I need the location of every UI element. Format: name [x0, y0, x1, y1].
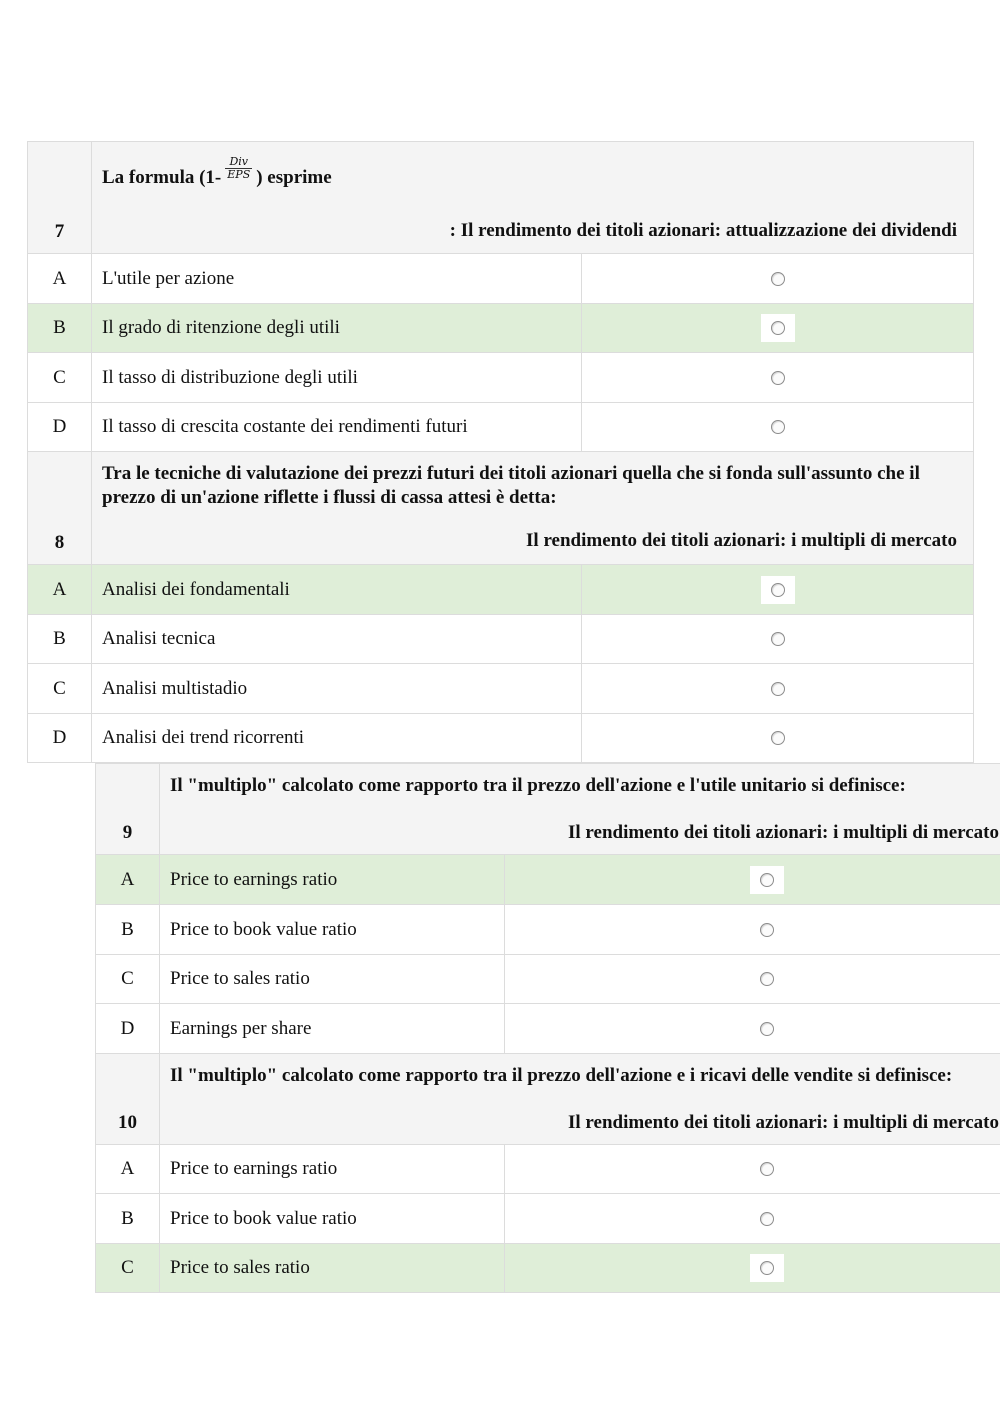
answer-text: Price to sales ratio: [160, 955, 505, 1004]
answer-letter: C: [28, 353, 92, 403]
answer-letter: A: [96, 1145, 160, 1194]
radio-button[interactable]: [771, 731, 785, 745]
answer-radio-cell: [582, 403, 974, 452]
answer-row[interactable]: [96, 1004, 1000, 1054]
question-topic: Il rendimento dei titoli azionari: i multipli di mercato: [568, 1112, 999, 1133]
radio-button[interactable]: [760, 1261, 774, 1275]
question-8-header: [28, 452, 974, 565]
radio-button[interactable]: [760, 873, 774, 887]
question-number: 8: [28, 452, 92, 565]
question-text: Il "multiplo" calcolato come rapporto tra il prezzo dell'azione e i ricavi delle vendite si definisce:: [170, 1065, 953, 1086]
quiz-table-1: [27, 141, 974, 763]
answer-text: L'utile per azione: [92, 254, 582, 304]
question-number: 9: [96, 764, 160, 855]
answer-letter: D: [28, 714, 92, 763]
answer-radio-cell: [582, 664, 974, 714]
answer-radio-cell: [505, 1145, 1000, 1194]
quiz-table-2: [95, 763, 1000, 1293]
question-number: 7: [28, 142, 92, 254]
answer-radio-cell: [582, 304, 974, 353]
answer-text: Analisi tecnica: [92, 615, 582, 664]
answer-letter: A: [28, 565, 92, 615]
answer-radio-cell: [505, 955, 1000, 1004]
answer-row[interactable]: [28, 664, 974, 714]
answer-row-correct[interactable]: [28, 304, 974, 353]
radio-button[interactable]: [771, 321, 785, 335]
question-text-after: ) esprime: [256, 167, 332, 188]
answer-text: Analisi multistadio: [92, 664, 582, 714]
question-7-header: [28, 142, 974, 254]
answer-row[interactable]: [96, 955, 1000, 1004]
question-body: [160, 764, 1000, 855]
question-body: [92, 452, 974, 565]
question-text: Il "multiplo" calcolato come rapporto tra il prezzo dell'azione e l'utile unitario si definisce:: [170, 775, 906, 796]
answer-text: Analisi dei trend ricorrenti: [92, 714, 582, 763]
answer-row-correct[interactable]: [96, 1244, 1000, 1293]
answer-text: Price to earnings ratio: [160, 1145, 505, 1194]
radio-button[interactable]: [771, 272, 785, 286]
question-10-header: [96, 1054, 1000, 1145]
answer-radio-cell: [582, 615, 974, 664]
answer-radio-cell: [582, 353, 974, 403]
formula-numerator: Div: [225, 156, 252, 169]
answer-row[interactable]: [28, 714, 974, 763]
answer-letter: A: [96, 855, 160, 905]
answer-letter: B: [96, 1194, 160, 1244]
answer-text: Analisi dei fondamentali: [92, 565, 582, 615]
answer-radio-cell: [582, 565, 974, 615]
answer-text: Price to earnings ratio: [160, 855, 505, 905]
answer-letter: C: [96, 1244, 160, 1293]
answer-row[interactable]: [96, 1194, 1000, 1244]
answer-text: Price to book value ratio: [160, 1194, 505, 1244]
radio-button[interactable]: [760, 923, 774, 937]
formula-denominator: EPS: [227, 168, 251, 182]
radio-button[interactable]: [771, 583, 785, 597]
answer-letter: B: [28, 304, 92, 353]
answer-letter: D: [28, 403, 92, 452]
question-number: 10: [96, 1054, 160, 1145]
radio-button[interactable]: [760, 1162, 774, 1176]
question-9-header: [96, 764, 1000, 855]
answer-row[interactable]: [96, 1145, 1000, 1194]
radio-button[interactable]: [771, 371, 785, 385]
answer-row[interactable]: [28, 403, 974, 452]
answer-text: Il tasso di crescita costante dei rendimenti futuri: [92, 403, 582, 452]
question-topic: Il rendimento dei titoli azionari: i multipli di mercato: [568, 822, 999, 843]
answer-row[interactable]: [96, 905, 1000, 955]
answer-row[interactable]: [28, 615, 974, 664]
question-topic: : Il rendimento dei titoli azionari: attualizzazione dei dividendi: [449, 220, 958, 241]
answer-text: Il grado di ritenzione degli utili: [92, 304, 582, 353]
answer-radio-cell: [505, 855, 1000, 905]
formula-fraction: [225, 156, 252, 181]
answer-row-correct[interactable]: [28, 565, 974, 615]
answer-letter: D: [96, 1004, 160, 1054]
answer-radio-cell: [505, 1004, 1000, 1054]
radio-button[interactable]: [771, 632, 785, 646]
question-text: Tra le tecniche di valutazione dei prezzi futuri dei titoli azionari quella che si fonda sull'assunto che il prezzo di un'azione riflette i flussi di cassa attesi è detta:: [102, 463, 920, 508]
answer-row[interactable]: [28, 353, 974, 403]
question-body: [92, 142, 974, 254]
answer-radio-cell: [505, 1244, 1000, 1293]
answer-letter: B: [28, 615, 92, 664]
radio-button[interactable]: [760, 1022, 774, 1036]
answer-text: Il tasso di distribuzione degli utili: [92, 353, 582, 403]
answer-radio-cell: [505, 905, 1000, 955]
radio-button[interactable]: [760, 1212, 774, 1226]
radio-button[interactable]: [771, 682, 785, 696]
answer-row-correct[interactable]: [96, 855, 1000, 905]
answer-letter: A: [28, 254, 92, 304]
answer-letter: C: [28, 664, 92, 714]
answer-row[interactable]: [28, 254, 974, 304]
answer-text: Price to sales ratio: [160, 1244, 505, 1293]
answer-letter: C: [96, 955, 160, 1004]
radio-button[interactable]: [771, 420, 785, 434]
answer-text: Earnings per share: [160, 1004, 505, 1054]
answer-radio-cell: [582, 254, 974, 304]
question-text-before: La formula (1-: [102, 167, 222, 188]
answer-text: Price to book value ratio: [160, 905, 505, 955]
question-body: [160, 1054, 1000, 1145]
answer-letter: B: [96, 905, 160, 955]
radio-button[interactable]: [760, 972, 774, 986]
answer-radio-cell: [505, 1194, 1000, 1244]
answer-radio-cell: [582, 714, 974, 763]
question-text: [92, 142, 973, 208]
question-topic: Il rendimento dei titoli azionari: i multipli di mercato: [526, 530, 958, 551]
